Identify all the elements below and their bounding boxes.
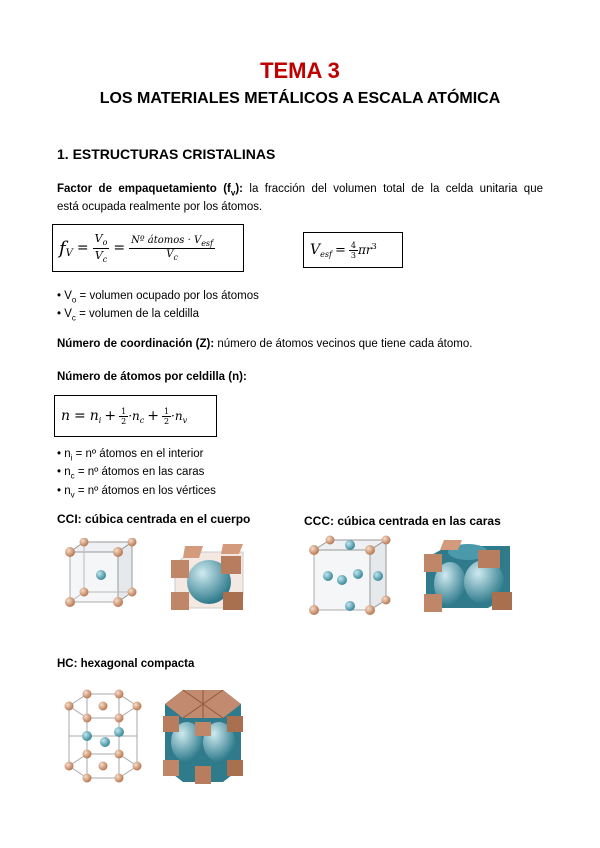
sphere-volume-formula: V $_{esf}$ = $\frac{4}{3}$ πr $^3$ — [303, 232, 403, 268]
bullet-nc: • $n_c$ = nº átomos en las caras — [57, 466, 205, 481]
cci-caption: CCI: cúbica centrada en el cuerpo — [57, 512, 251, 526]
ccc-solid-illustration — [418, 538, 518, 616]
bullet-vc: • $V_c$ = volumen de la celdilla — [57, 308, 199, 323]
cci-solid-illustration — [163, 542, 253, 624]
hc-solid-illustration — [157, 682, 249, 790]
bullet-vo: • $V_o$ = volumen ocupado por los átomos — [57, 290, 259, 305]
bullet-ni: • $n_i$ = nº átomos en el interior — [57, 448, 204, 463]
cci-lattice-illustration — [60, 538, 145, 618]
hc-lattice-illustration — [57, 684, 147, 786]
packing-factor-label: Factor de empaquetamiento $(f_v)$: — [57, 183, 243, 198]
coordination-text: número de átomos vecinos que tiene cada átomo. — [214, 338, 473, 350]
atoms-per-cell-label: Número de átomos por celdilla (n): — [57, 371, 247, 383]
coordination-paragraph — [57, 337, 472, 352]
coordination-label: Número de coordinación (Z): — [57, 338, 215, 350]
bullet-nv: • $n_v$ = nº átomos en los vértices — [57, 484, 216, 499]
page-title: TEMA 3 — [260, 58, 340, 83]
page-subtitle: LOS MATERIALES METÁLICOS A ESCALA ATÓMICA — [99, 90, 501, 107]
packing-factor-text-2: está ocupada realmente por los átomos. — [57, 201, 263, 214]
hc-caption: HC: hexagonal compacta — [57, 658, 195, 670]
packing-factor-paragraph — [57, 182, 543, 215]
ccc-caption: CCC: cúbica centrada en las caras — [304, 514, 501, 528]
section-heading: 1. ESTRUCTURAS CRISTALINAS — [57, 146, 276, 162]
packing-factor-formula: f $_V$ = $\frac{V_o}{V_c}$ = $\frac{Nº átomos \cdot V_{esf}}{V_c}$ — [52, 224, 244, 272]
ccc-lattice-illustration — [304, 534, 396, 628]
packing-factor-text-1: la fracción del volumen total de la celda unitaria que — [249, 183, 543, 195]
atoms-per-cell-formula: n = n $_i$ + $\frac{1}{2}$ ·n $_c$ + $\frac{1}{2}$ ·n $_v$ — [54, 395, 217, 437]
atoms-bullets — [57, 447, 216, 502]
packing-bullets — [57, 289, 259, 326]
